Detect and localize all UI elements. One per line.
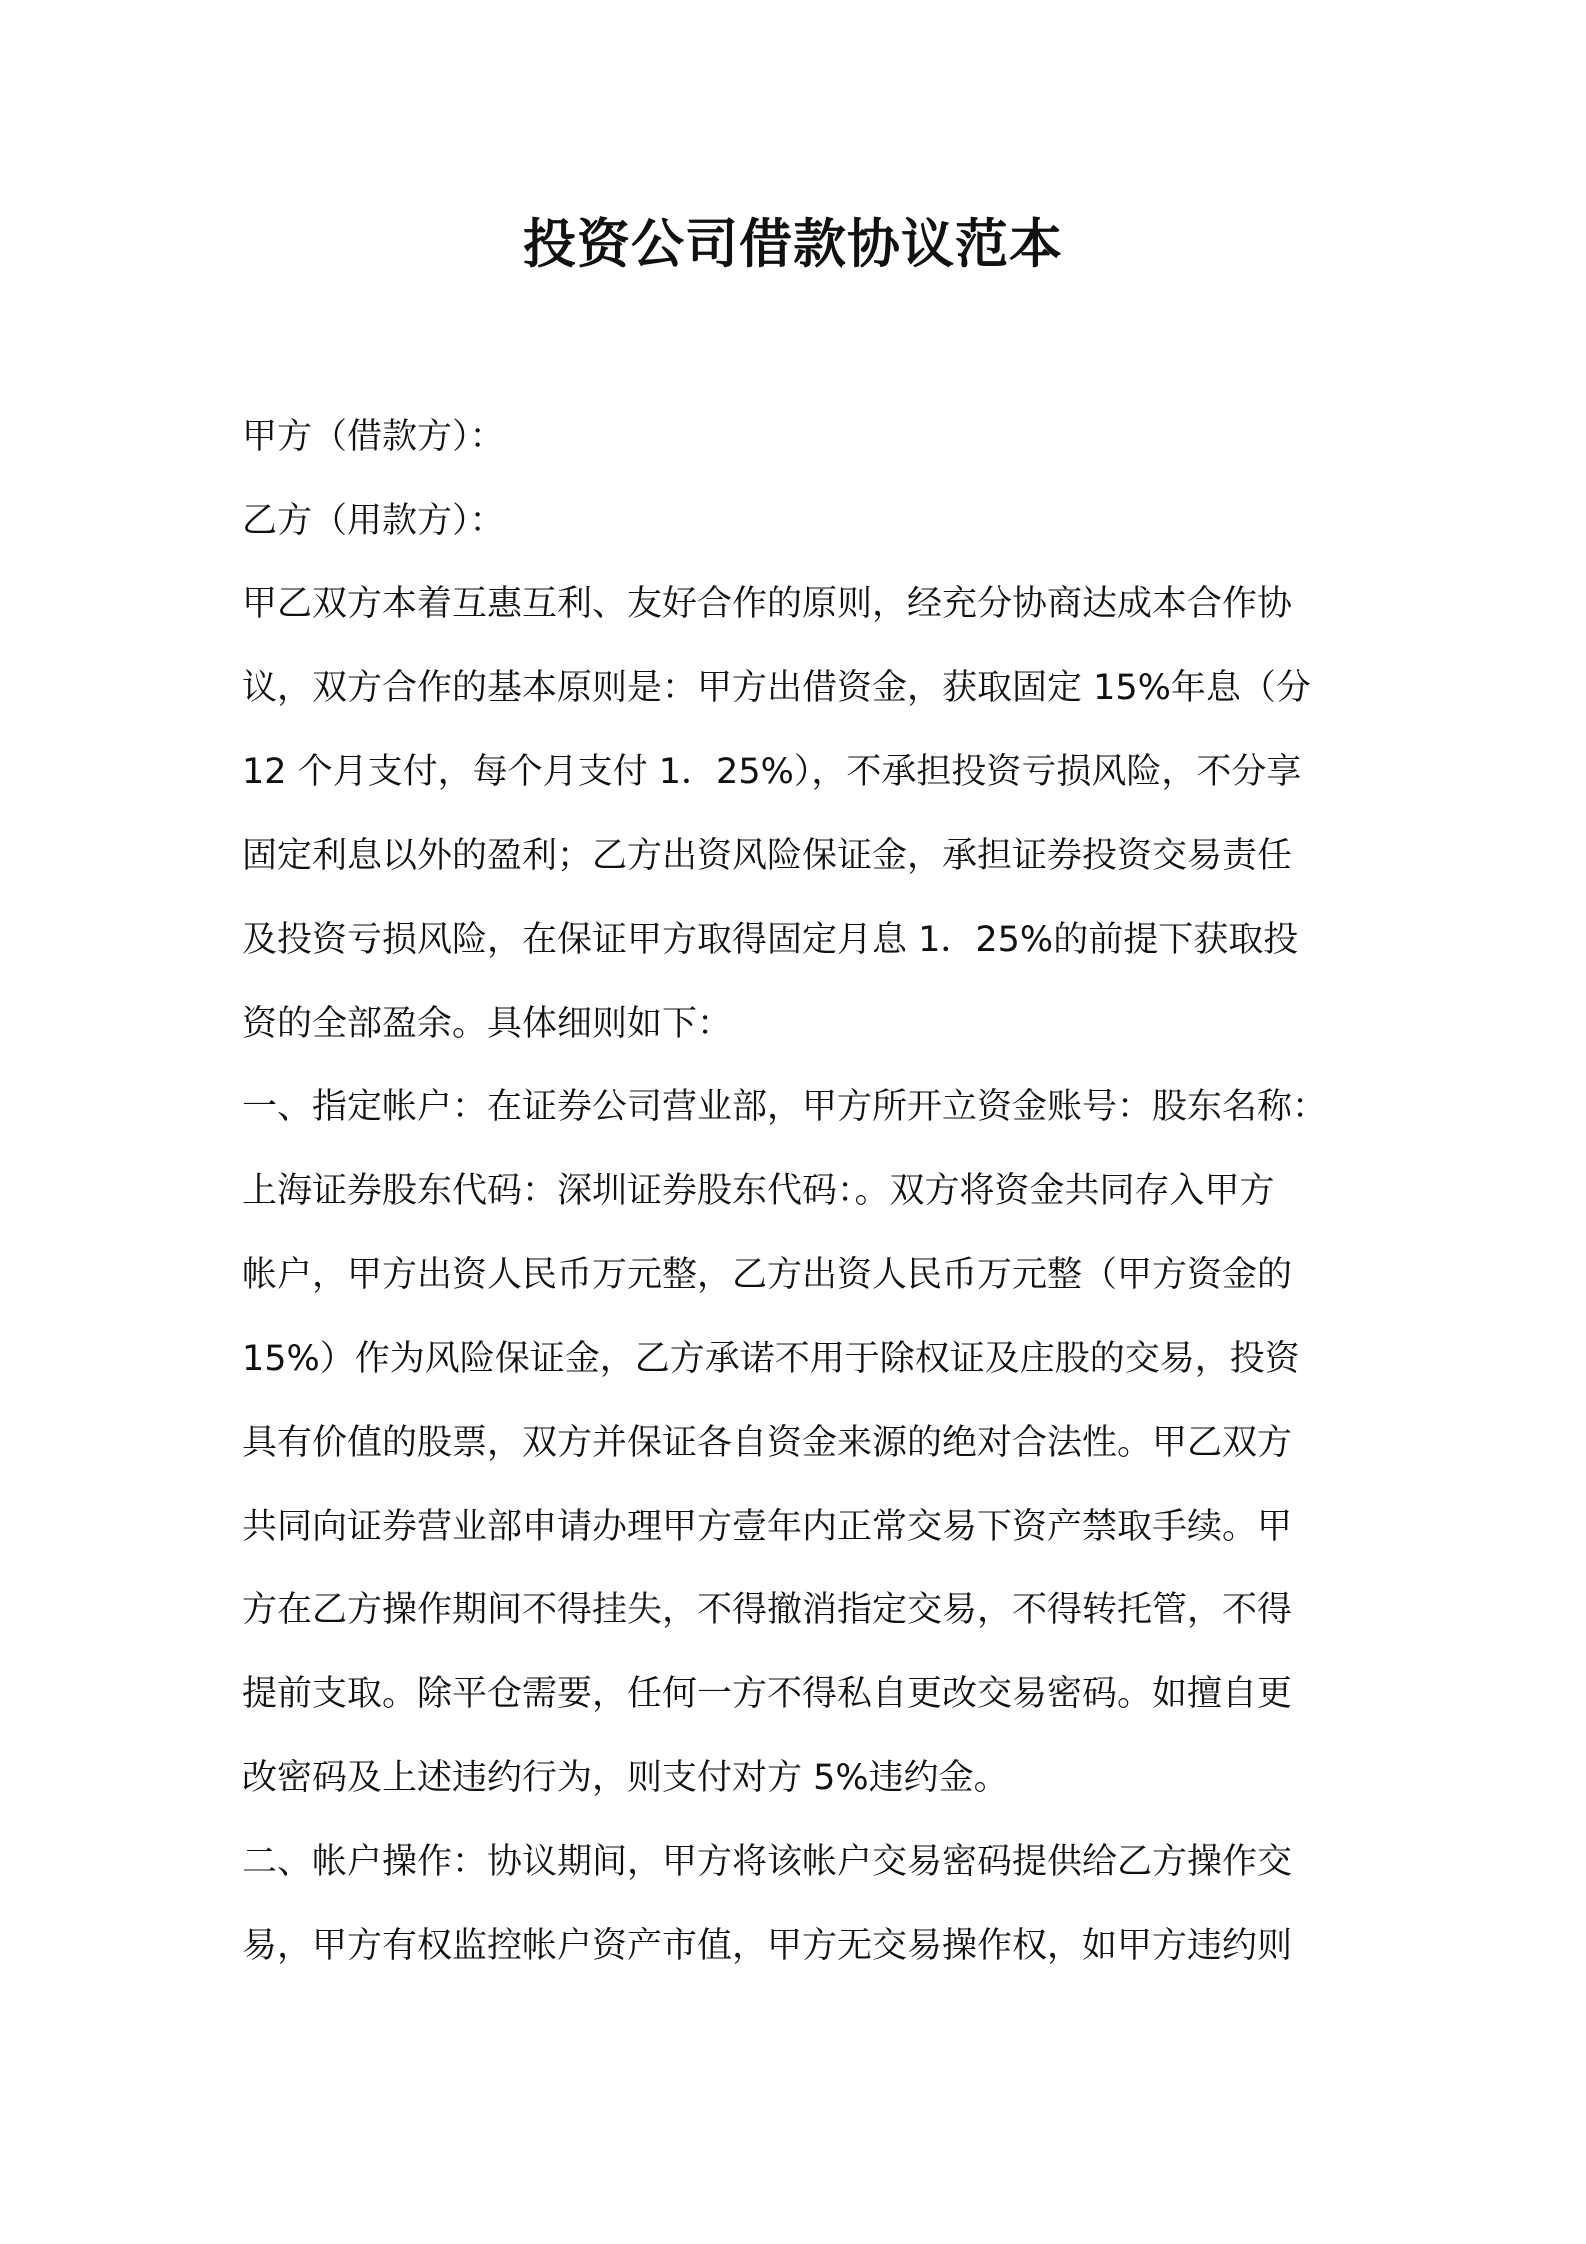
body-line: 帐户，甲方出资人民币万元整，乙方出资人民币万元整（甲方资金的 [242,1255,1293,1295]
body-line: 资的全部盈余。具体细则如下： [242,1004,733,1044]
body-line: 固定利息以外的盈利；乙方出资风险保证金，承担证券投资交易责任 [242,836,1293,876]
body-line: 15%）作为风险保证金，乙方承诺不用于除权证及庄股的交易，投资 [242,1339,1300,1379]
clause-one-heading-line: 一、指定帐户：在证券公司营业部，甲方所开立资金账号：股东名称： [242,1087,1328,1127]
party-b-line: 乙方（用款方）： [242,501,505,541]
body-line: 甲乙双方本着互惠互利、友好合作的原则，经充分协商达成本合作协 [242,584,1293,624]
body-line: 上海证券股东代码：深圳证券股东代码：。双方将资金共同存入甲方 [242,1171,1275,1211]
party-a-line: 甲方（借款方）： [242,417,505,457]
body-line: 共同向证券营业部申请办理甲方壹年内正常交易下资产禁取手续。甲 [242,1507,1293,1547]
body-line: 提前支取。除平仓需要，任何一方不得私自更改交易密码。如擅自更 [242,1674,1293,1714]
clause-two-heading-line: 二、帐户操作：协议期间，甲方将该帐户交易密码提供给乙方操作交 [242,1842,1293,1882]
body-line: 议，双方合作的基本原则是：甲方出借资金，获取固定 15%年息（分 [242,668,1311,708]
body-line: 及投资亏损风险，在保证甲方取得固定月息 1．25%的前提下获取投 [242,920,1299,960]
document-title: 投资公司借款协议范本 [523,214,1063,275]
body-line: 具有价值的股票，双方并保证各自资金来源的绝对合法性。甲乙双方 [242,1423,1293,1463]
body-line: 改密码及上述违约行为，则支付对方 5%违约金。 [242,1758,1009,1798]
body-line: 方在乙方操作期间不得挂失，不得撤消指定交易，不得转托管，不得 [242,1590,1293,1630]
body-line: 12 个月支付，每个月支付 1．25%），不承担投资亏损风险，不分享 [242,752,1302,792]
body-line: 易，甲方有权监控帐户资产市值，甲方无交易操作权，如甲方违约则 [242,1926,1293,1966]
